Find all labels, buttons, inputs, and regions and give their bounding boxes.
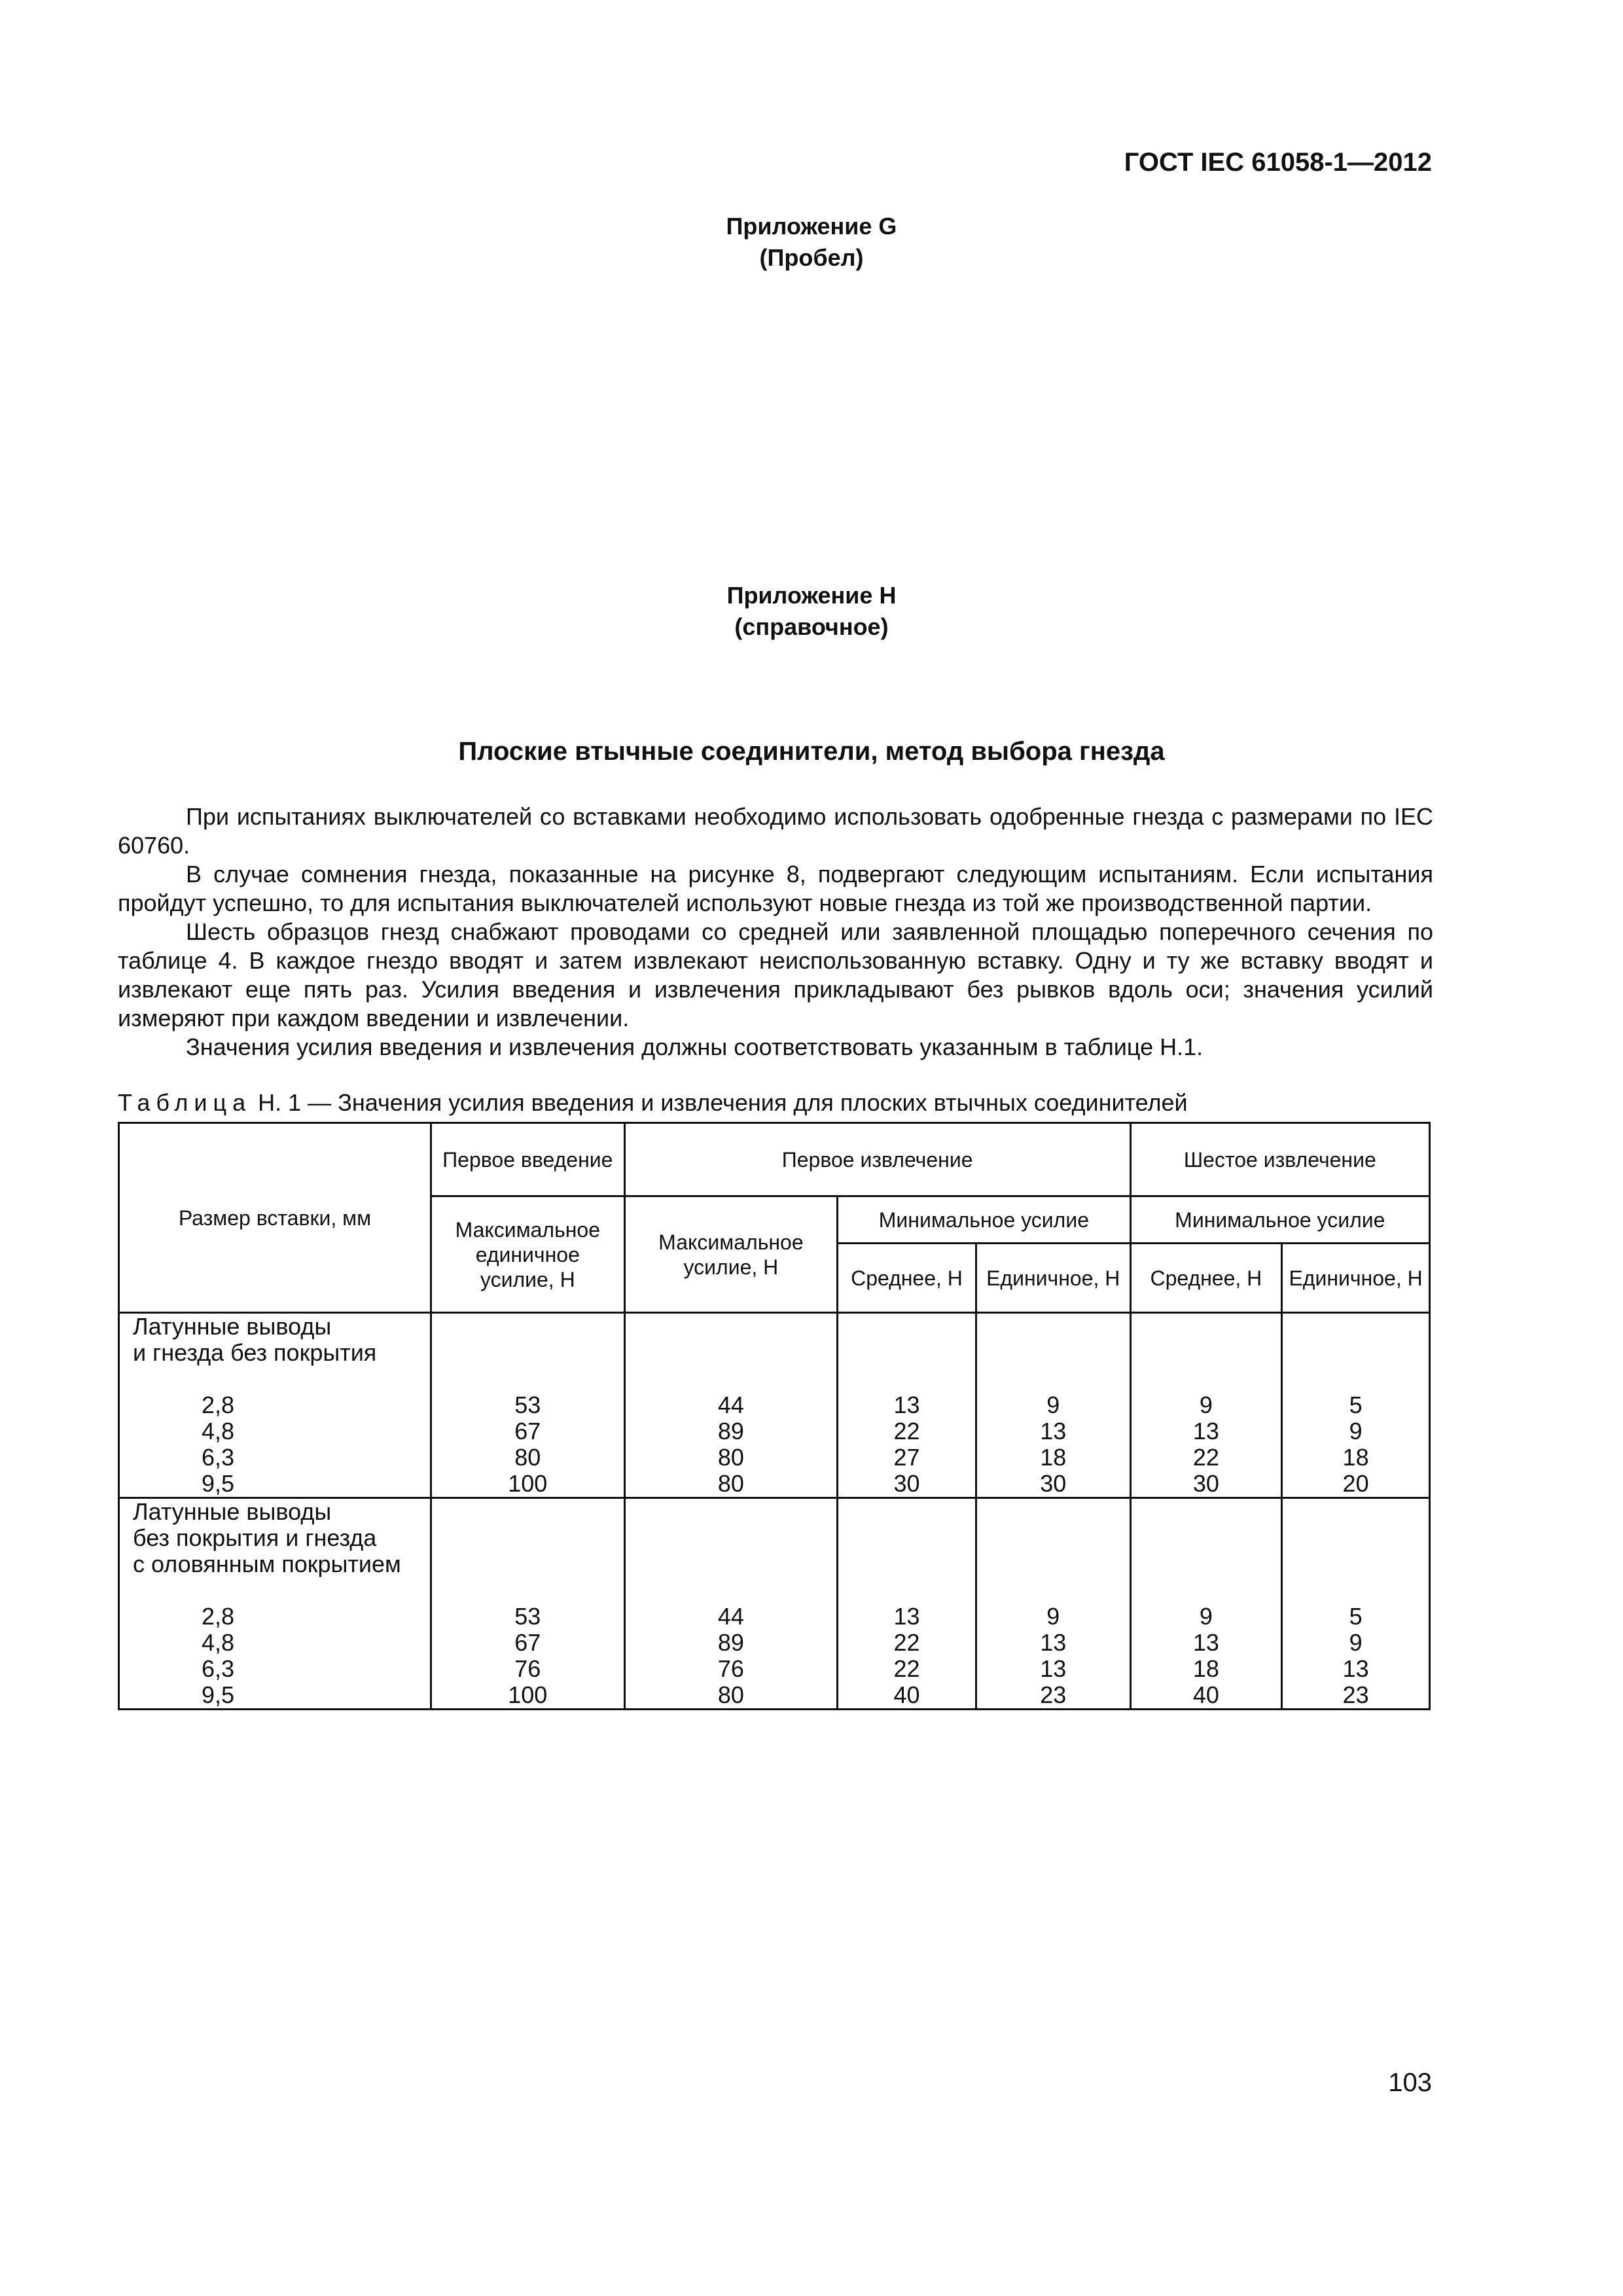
value-cell <box>976 1498 1130 1710</box>
value-cell <box>1130 1498 1282 1710</box>
header-average: Среднее, Н <box>838 1244 976 1313</box>
first-extraction-max-values: 44 89 76 80 <box>717 1603 744 1708</box>
value-cell <box>838 1498 976 1710</box>
page-number: 103 <box>1388 2068 1432 2097</box>
first-extraction-avg-values: 13 22 22 40 <box>893 1603 920 1708</box>
size-values: 2,8 4,8 6,3 9,5 <box>201 1603 235 1708</box>
value-cell <box>1282 1498 1430 1710</box>
table-row <box>119 1498 1430 1710</box>
appendix-g-title: Приложение G <box>726 213 897 240</box>
group-cell <box>119 1498 431 1710</box>
paragraph: При испытаниях выключателей со вставками необходимо использовать одобренные гнезда с размерами по IEC 60760. <box>118 803 1433 859</box>
data-table <box>118 1122 1431 1710</box>
table-caption-text: H. 1 — Значения усилия введения и извлечения для плоских втычных соединителей <box>251 1089 1188 1116</box>
group-label: Латунные выводы и гнезда без покрытия <box>133 1313 377 1366</box>
value-cell <box>431 1313 624 1498</box>
value-cell <box>838 1313 976 1498</box>
appendix-g-heading <box>0 211 1623 274</box>
appendix-h-subtitle: (справочное) <box>734 613 889 640</box>
sixth-extraction-single-values: 5 9 18 20 <box>1342 1391 1369 1497</box>
header-sixth-extraction: Шестое извлечение <box>1130 1123 1429 1196</box>
header-first-extraction: Первое извлечение <box>624 1123 1130 1196</box>
value-cell <box>431 1498 624 1710</box>
first-extraction-single-values: 9 13 13 23 <box>1040 1603 1067 1708</box>
first-extraction-max-values: 44 89 80 80 <box>717 1391 744 1497</box>
table-row <box>119 1313 1430 1498</box>
header-average: Среднее, Н <box>1130 1244 1282 1313</box>
header-first-insertion: Первое введение <box>431 1123 624 1196</box>
group-cell <box>119 1313 431 1498</box>
sixth-extraction-avg-values: 9 13 22 30 <box>1192 1391 1219 1497</box>
value-cell <box>1130 1313 1282 1498</box>
paragraph: В случае сомнения гнезда, показанные на рисунке 8, подвергают следующим испытаниям. Если испытания пройдут успешно, то для испытания выключателей используют новые гнезда из той же производственной партии. <box>118 861 1433 916</box>
header-min-force: Минимальное усилие <box>1130 1196 1429 1244</box>
sixth-extraction-avg-values: 9 13 18 40 <box>1192 1603 1219 1708</box>
header-min-force: Минимальное усилие <box>838 1196 1130 1244</box>
group-label: Латунные выводы без покрытия и гнезда с оловянным покрытием <box>133 1498 401 1577</box>
value-cell <box>624 1498 838 1710</box>
table-caption <box>118 1089 1188 1117</box>
first-insertion-values: 53 67 80 100 <box>508 1391 548 1497</box>
header-max-single-force: Максимальное единичное усилие, Н <box>431 1196 624 1313</box>
appendix-g-subtitle: (Пробел) <box>759 244 864 271</box>
header-max-force: Максимальное усилие, Н <box>624 1196 838 1313</box>
value-cell <box>976 1313 1130 1498</box>
paragraph: Значения усилия введения и извлечения должны соответствовать указанным в таблице H.1. <box>186 1033 1204 1060</box>
size-values: 2,8 4,8 6,3 9,5 <box>201 1391 235 1497</box>
header-single: Единичное, Н <box>976 1244 1130 1313</box>
sixth-extraction-single-values: 5 9 13 23 <box>1342 1603 1369 1708</box>
section-title: Плоские втычные соединители, метод выбора гнезда <box>458 737 1165 766</box>
header-single: Единичное, Н <box>1282 1244 1430 1313</box>
header-size: Размер вставки, мм <box>119 1123 431 1313</box>
document-code: ГОСТ IEC 61058-1—2012 <box>1124 148 1432 177</box>
body-text <box>118 802 1433 1062</box>
first-extraction-single-values: 9 13 18 30 <box>1040 1391 1067 1497</box>
appendix-h-title: Приложение H <box>726 582 897 609</box>
value-cell <box>1282 1313 1430 1498</box>
paragraph: Шесть образцов гнезд снабжают проводами со средней или заявленной площадью поперечного сечения по таблице 4. В каждое гнездо вводят и затем извлекают неиспользованную вставку. Одну и ту же вставку вводят и извлекают еще пять раз. Усилия введения и извлечения прикладывают без рывков вдоль оси; значения усилий измеряют при каждом введении и извлечении. <box>118 918 1433 1031</box>
first-insertion-values: 53 67 76 100 <box>508 1603 548 1708</box>
appendix-h-heading <box>0 580 1623 643</box>
table-caption-label: Таблица <box>118 1089 252 1116</box>
value-cell <box>624 1313 838 1498</box>
first-extraction-avg-values: 13 22 27 30 <box>893 1391 920 1497</box>
